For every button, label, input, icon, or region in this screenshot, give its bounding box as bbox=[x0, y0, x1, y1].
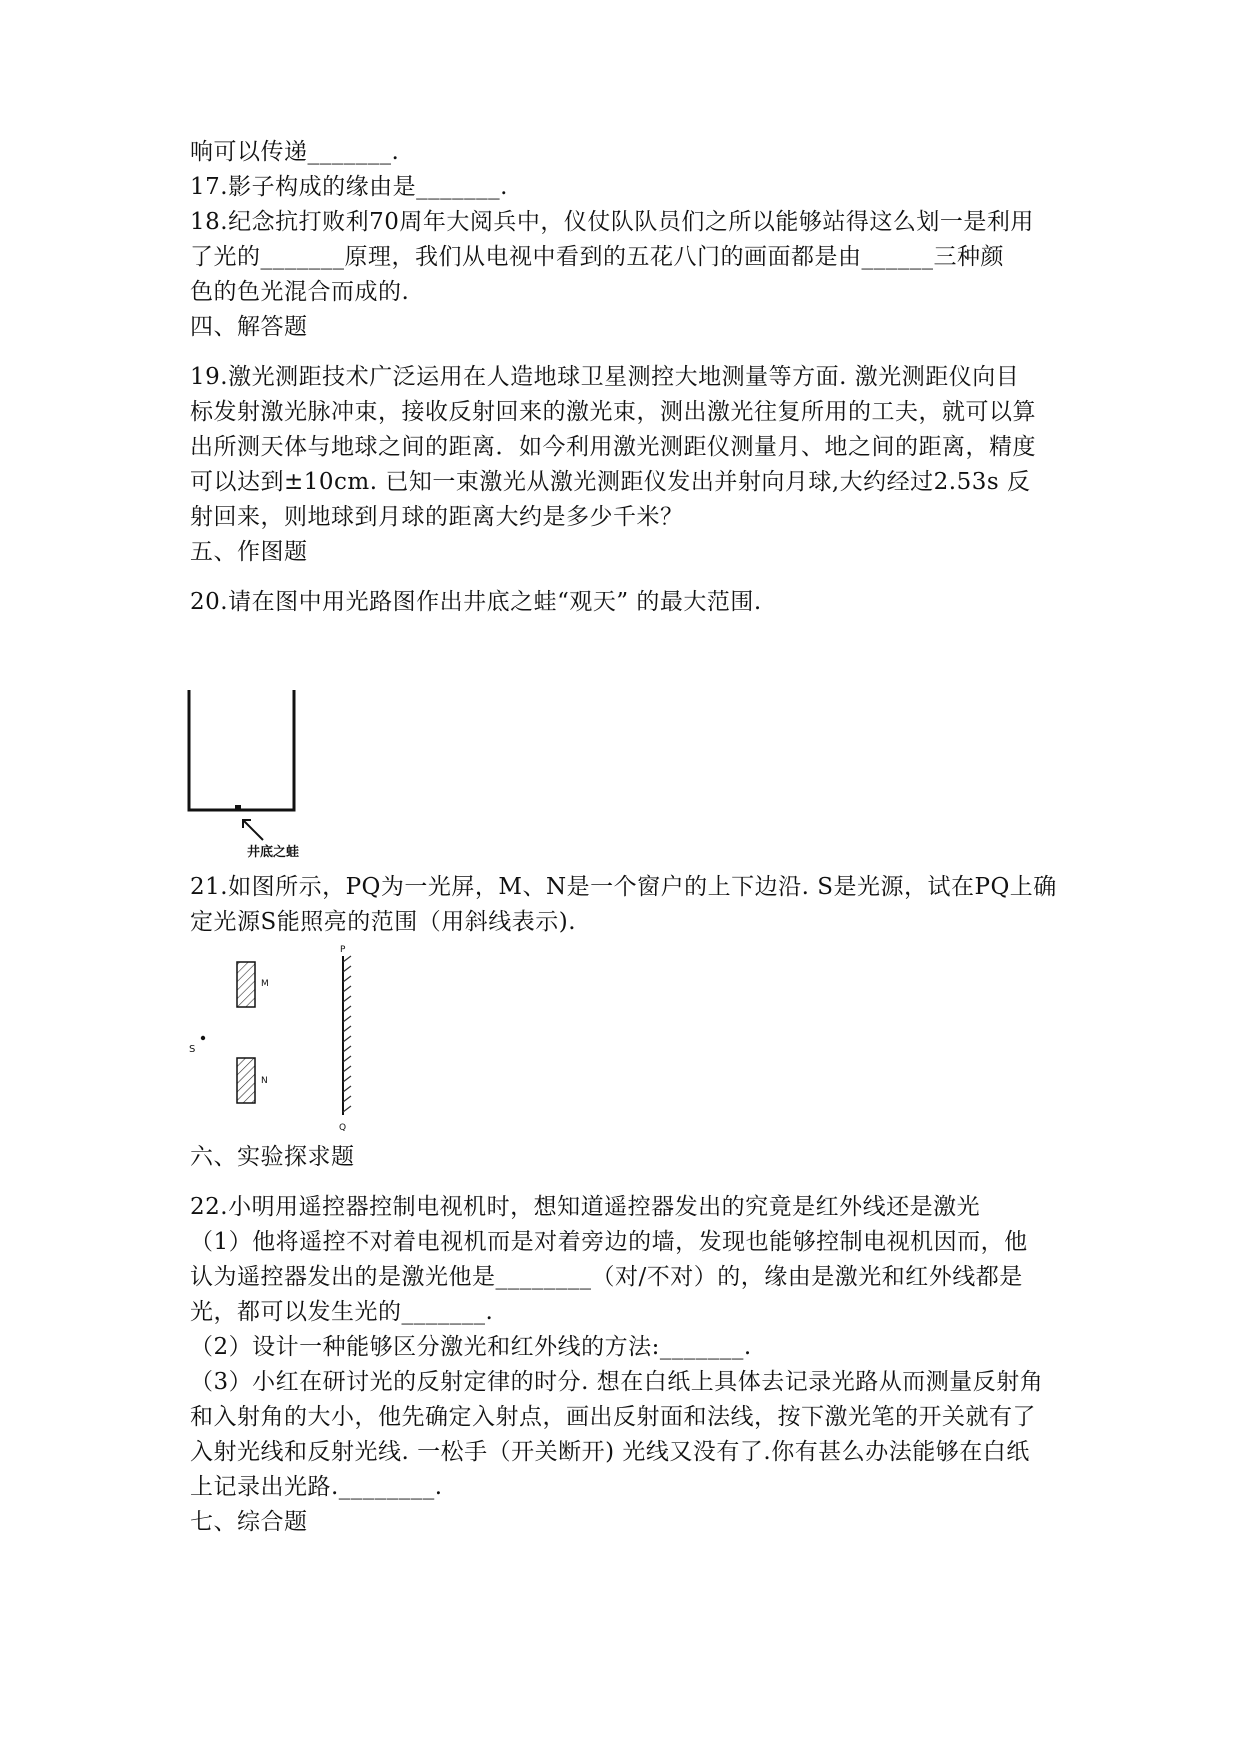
text-line: 了光的_______原理，我们从电视中看到的五花八门的画面都是由______三种颜 bbox=[190, 244, 1004, 270]
label-m: M bbox=[261, 979, 269, 989]
screen-window-figure bbox=[185, 940, 375, 1140]
text-line: （3）小红在研讨光的反射定律的时分. 想在白纸上具体去记录光路从而测量反射角 bbox=[190, 1369, 1044, 1395]
text-line: 响可以传递_______. bbox=[190, 139, 400, 165]
section-heading: 四、解答题 bbox=[190, 314, 308, 340]
text-line: （1）他将遥控不对着电视机而是对着旁边的墙，发现也能够控制电视机因而，他 bbox=[190, 1229, 1028, 1255]
text-line: 光，都可以发生光的_______. bbox=[190, 1299, 494, 1325]
question-20: 20.请在图中用光路图作出井底之蛙“观天” 的最大范围. bbox=[190, 589, 762, 615]
text-line: 色的色光混合而成的. bbox=[190, 279, 410, 305]
text-line: （2）设计一种能够区分激光和红外线的方法:_______. bbox=[190, 1334, 752, 1360]
text-line: 定光源S能照亮的范围（用斜线表示). bbox=[190, 909, 577, 935]
text-line: 认为遥控器发出的是激光他是________（对/不对）的，缘由是激光和红外线都是 bbox=[190, 1264, 1023, 1290]
label-p: P bbox=[340, 945, 346, 955]
text-line: 可以达到±10cm. 已知一束激光从激光测距仪发出并射向月球,大约经过2.53s 反 bbox=[190, 469, 1031, 495]
label-q: Q bbox=[339, 1123, 347, 1133]
light-source-dot bbox=[201, 1036, 205, 1040]
question-17: 17.影子构成的缘由是_______. bbox=[190, 174, 508, 200]
text-line: 和入射角的大小，他先确定入射点，画出反射面和法线，按下激光笔的开关就有了 bbox=[190, 1404, 1036, 1430]
well-frog-label: 井底之蛙 bbox=[247, 845, 300, 860]
text-line: 入射光线和反射光线. 一松手（开关断开) 光线又没有了.你有甚么办法能够在白纸 bbox=[190, 1439, 1030, 1465]
well-frog-figure bbox=[185, 690, 325, 860]
text-line: 标发射激光脉冲束，接收反射回来的激光束，测出激光往复所用的工夫，就可以算 bbox=[190, 399, 1036, 425]
question-21: 21.如图所示，PQ为一光屏，M、N是一个窗户的上下边沿. S是光源，试在PQ上确 bbox=[190, 874, 1057, 900]
section-heading: 六、实验探求题 bbox=[190, 1144, 355, 1170]
text-line: 出所测天体与地球之间的距离．如今利用激光测距仪测量月、地之间的距离，精度 bbox=[190, 434, 1036, 460]
label-n: N bbox=[261, 1076, 268, 1086]
text-line: 射回来，则地球到月球的距离大约是多少千米？ bbox=[190, 504, 684, 530]
section-heading: 五、作图题 bbox=[190, 539, 308, 565]
label-s: S bbox=[189, 1044, 196, 1055]
question-19: 19.激光测距技术广泛运用在人造地球卫星测控大地测量等方面. 激光测距仪向目 bbox=[190, 364, 1020, 390]
question-22: 22.小明用遥控器控制电视机时，想知道遥控器发出的究竟是红外线还是激光 bbox=[190, 1194, 981, 1220]
section-heading: 七、综合题 bbox=[190, 1509, 308, 1535]
text-line: 上记录出光路.________. bbox=[190, 1474, 443, 1500]
question-18: 18.纪念抗打败利70周年大阅兵中，仪仗队队员们之所以能够站得这么划一是利用 bbox=[190, 209, 1034, 235]
